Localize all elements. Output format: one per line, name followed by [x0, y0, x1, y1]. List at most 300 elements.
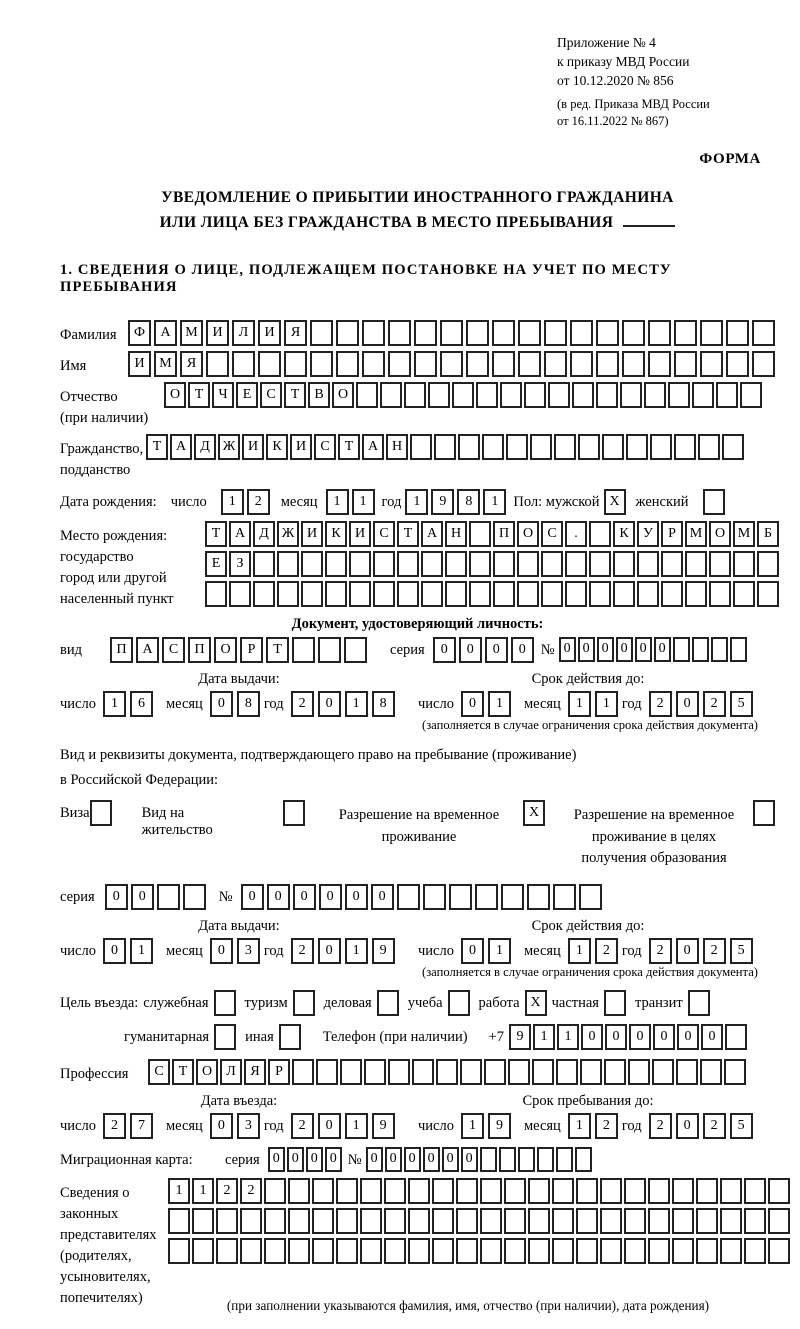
- char-cell[interactable]: [356, 382, 378, 408]
- char-cell[interactable]: [668, 382, 690, 408]
- char-cell[interactable]: [408, 1208, 430, 1234]
- char-cell[interactable]: [613, 551, 635, 577]
- char-cell[interactable]: 2: [247, 489, 270, 515]
- char-cell[interactable]: [336, 1178, 358, 1204]
- char-cell[interactable]: [722, 434, 744, 460]
- char-cell[interactable]: [661, 581, 683, 607]
- char-cell[interactable]: [674, 434, 696, 460]
- char-cell[interactable]: И: [128, 351, 151, 377]
- char-cell[interactable]: М: [685, 521, 707, 547]
- char-cell[interactable]: У: [637, 521, 659, 547]
- char-cell[interactable]: [456, 1208, 478, 1234]
- char-cell[interactable]: Д: [253, 521, 275, 547]
- char-cell[interactable]: [733, 581, 755, 607]
- char-cell[interactable]: Р: [661, 521, 683, 547]
- char-cell[interactable]: [644, 382, 666, 408]
- char-cell[interactable]: [445, 551, 467, 577]
- char-cell[interactable]: [469, 521, 491, 547]
- char-cell[interactable]: [518, 320, 541, 346]
- char-cell[interactable]: [414, 320, 437, 346]
- char-cell[interactable]: 0: [366, 1147, 383, 1172]
- char-cell[interactable]: [397, 884, 420, 910]
- char-cell[interactable]: [168, 1208, 190, 1234]
- char-cell[interactable]: 2: [649, 1113, 672, 1139]
- char-cell[interactable]: 5: [730, 938, 753, 964]
- char-cell[interactable]: К: [325, 521, 347, 547]
- char-cell[interactable]: [301, 581, 323, 607]
- char-cell[interactable]: 1: [557, 1024, 579, 1050]
- char-cell[interactable]: [466, 351, 489, 377]
- char-cell[interactable]: Т: [205, 521, 227, 547]
- char-cell[interactable]: 2: [240, 1178, 262, 1204]
- char-cell[interactable]: [432, 1208, 454, 1234]
- char-cell[interactable]: И: [258, 320, 281, 346]
- char-cell[interactable]: 2: [291, 691, 314, 717]
- char-cell[interactable]: [570, 351, 593, 377]
- char-cell[interactable]: И: [349, 521, 371, 547]
- char-cell[interactable]: [622, 320, 645, 346]
- char-cell[interactable]: [548, 382, 570, 408]
- char-cell[interactable]: [544, 320, 567, 346]
- char-cell[interactable]: 0: [371, 884, 394, 910]
- char-cell[interactable]: [672, 1208, 694, 1234]
- char-cell[interactable]: [518, 1147, 535, 1172]
- char-cell[interactable]: 0: [318, 938, 341, 964]
- char-cell[interactable]: [552, 1178, 574, 1204]
- char-cell[interactable]: [572, 382, 594, 408]
- char-cell[interactable]: [445, 581, 467, 607]
- char-cell[interactable]: 0: [461, 691, 484, 717]
- char-cell[interactable]: С: [260, 382, 282, 408]
- char-cell[interactable]: Р: [268, 1059, 290, 1085]
- char-cell[interactable]: [240, 1208, 262, 1234]
- char-cell[interactable]: [624, 1238, 646, 1264]
- char-cell[interactable]: [253, 551, 275, 577]
- char-cell[interactable]: [724, 1059, 746, 1085]
- char-cell[interactable]: [527, 884, 550, 910]
- char-cell[interactable]: Я: [284, 320, 307, 346]
- char-cell[interactable]: М: [154, 351, 177, 377]
- char-cell[interactable]: [544, 351, 567, 377]
- char-cell[interactable]: [404, 382, 426, 408]
- char-cell[interactable]: 0: [629, 1024, 651, 1050]
- char-cell[interactable]: [432, 1178, 454, 1204]
- char-cell[interactable]: 1: [568, 938, 591, 964]
- char-cell[interactable]: О: [164, 382, 186, 408]
- char-cell[interactable]: [449, 884, 472, 910]
- char-cell[interactable]: [482, 434, 504, 460]
- char-cell[interactable]: 0: [267, 884, 290, 910]
- char-cell[interactable]: 6: [130, 691, 153, 717]
- char-cell[interactable]: [504, 1178, 526, 1204]
- char-cell[interactable]: 0: [318, 691, 341, 717]
- char-cell[interactable]: [288, 1238, 310, 1264]
- char-cell[interactable]: [277, 581, 299, 607]
- char-cell[interactable]: П: [188, 637, 211, 663]
- char-cell[interactable]: [661, 551, 683, 577]
- char-cell[interactable]: О: [709, 521, 731, 547]
- char-cell[interactable]: Ж: [218, 434, 240, 460]
- char-cell[interactable]: 2: [291, 1113, 314, 1139]
- char-cell[interactable]: [624, 1208, 646, 1234]
- char-cell[interactable]: [622, 351, 645, 377]
- char-cell[interactable]: [264, 1238, 286, 1264]
- char-cell[interactable]: 3: [237, 1113, 260, 1139]
- char-cell[interactable]: [264, 1208, 286, 1234]
- char-cell[interactable]: 0: [635, 637, 652, 662]
- char-cell[interactable]: [637, 551, 659, 577]
- char-cell[interactable]: 0: [605, 1024, 627, 1050]
- char-cell[interactable]: [524, 382, 546, 408]
- char-cell[interactable]: [388, 320, 411, 346]
- char-cell[interactable]: [436, 1059, 458, 1085]
- char-cell[interactable]: [492, 320, 515, 346]
- char-cell[interactable]: 9: [509, 1024, 531, 1050]
- checkbox-humanitarian[interactable]: [214, 1024, 236, 1050]
- char-cell[interactable]: [676, 1059, 698, 1085]
- char-cell[interactable]: [570, 320, 593, 346]
- char-cell[interactable]: 9: [431, 489, 454, 515]
- char-cell[interactable]: О: [214, 637, 237, 663]
- char-cell[interactable]: 1: [533, 1024, 555, 1050]
- checkbox-official[interactable]: [214, 990, 236, 1016]
- char-cell[interactable]: П: [110, 637, 133, 663]
- char-cell[interactable]: [648, 1178, 670, 1204]
- char-cell[interactable]: Т: [172, 1059, 194, 1085]
- char-cell[interactable]: 9: [488, 1113, 511, 1139]
- char-cell[interactable]: [709, 581, 731, 607]
- char-cell[interactable]: [696, 1238, 718, 1264]
- char-cell[interactable]: 0: [325, 1147, 342, 1172]
- char-cell[interactable]: С: [148, 1059, 170, 1085]
- checkbox-temp-permit[interactable]: X: [523, 800, 545, 826]
- char-cell[interactable]: [720, 1178, 742, 1204]
- char-cell[interactable]: [456, 1238, 478, 1264]
- char-cell[interactable]: [589, 521, 611, 547]
- char-cell[interactable]: [692, 382, 714, 408]
- char-cell[interactable]: 0: [461, 938, 484, 964]
- char-cell[interactable]: [349, 581, 371, 607]
- char-cell[interactable]: [768, 1208, 790, 1234]
- char-cell[interactable]: 0: [616, 637, 633, 662]
- char-cell[interactable]: [565, 581, 587, 607]
- char-cell[interactable]: 2: [703, 691, 726, 717]
- char-cell[interactable]: [384, 1238, 406, 1264]
- char-cell[interactable]: А: [154, 320, 177, 346]
- char-cell[interactable]: А: [229, 521, 251, 547]
- char-cell[interactable]: 5: [730, 691, 753, 717]
- char-cell[interactable]: Ф: [128, 320, 151, 346]
- char-cell[interactable]: [674, 320, 697, 346]
- char-cell[interactable]: [602, 434, 624, 460]
- char-cell[interactable]: С: [541, 521, 563, 547]
- char-cell[interactable]: [253, 581, 275, 607]
- char-cell[interactable]: 2: [703, 1113, 726, 1139]
- char-cell[interactable]: [716, 382, 738, 408]
- char-cell[interactable]: [757, 551, 779, 577]
- char-cell[interactable]: 0: [423, 1147, 440, 1172]
- char-cell[interactable]: 0: [442, 1147, 459, 1172]
- char-cell[interactable]: [537, 1147, 554, 1172]
- char-cell[interactable]: 0: [268, 1147, 285, 1172]
- char-cell[interactable]: 1: [168, 1178, 190, 1204]
- char-cell[interactable]: [504, 1208, 526, 1234]
- char-cell[interactable]: 8: [457, 489, 480, 515]
- char-cell[interactable]: Л: [232, 320, 255, 346]
- char-cell[interactable]: [552, 1238, 574, 1264]
- char-cell[interactable]: Ч: [212, 382, 234, 408]
- char-cell[interactable]: [556, 1059, 578, 1085]
- char-cell[interactable]: 2: [291, 938, 314, 964]
- char-cell[interactable]: [637, 581, 659, 607]
- char-cell[interactable]: Ж: [277, 521, 299, 547]
- char-cell[interactable]: Н: [386, 434, 408, 460]
- char-cell[interactable]: [613, 581, 635, 607]
- char-cell[interactable]: [518, 351, 541, 377]
- char-cell[interactable]: 2: [649, 938, 672, 964]
- char-cell[interactable]: [380, 382, 402, 408]
- char-cell[interactable]: [336, 1238, 358, 1264]
- char-cell[interactable]: [456, 1178, 478, 1204]
- char-cell[interactable]: 1: [192, 1178, 214, 1204]
- char-cell[interactable]: Я: [180, 351, 203, 377]
- char-cell[interactable]: Д: [194, 434, 216, 460]
- char-cell[interactable]: [480, 1147, 497, 1172]
- char-cell[interactable]: [480, 1238, 502, 1264]
- char-cell[interactable]: 0: [677, 1024, 699, 1050]
- char-cell[interactable]: 1: [352, 489, 375, 515]
- char-cell[interactable]: [685, 581, 707, 607]
- char-cell[interactable]: [229, 581, 251, 607]
- char-cell[interactable]: [362, 351, 385, 377]
- char-cell[interactable]: [458, 434, 480, 460]
- checkbox-edu-permit[interactable]: [753, 800, 775, 826]
- char-cell[interactable]: С: [314, 434, 336, 460]
- char-cell[interactable]: Т: [397, 521, 419, 547]
- checkbox-residence-permit[interactable]: [283, 800, 305, 826]
- char-cell[interactable]: 2: [216, 1178, 238, 1204]
- char-cell[interactable]: [600, 1178, 622, 1204]
- char-cell[interactable]: [183, 884, 206, 910]
- char-cell[interactable]: [469, 551, 491, 577]
- char-cell[interactable]: [325, 551, 347, 577]
- char-cell[interactable]: 0: [511, 637, 534, 663]
- char-cell[interactable]: О: [332, 382, 354, 408]
- char-cell[interactable]: Е: [205, 551, 227, 577]
- char-cell[interactable]: [541, 581, 563, 607]
- char-cell[interactable]: [553, 884, 576, 910]
- char-cell[interactable]: [648, 1238, 670, 1264]
- char-cell[interactable]: К: [613, 521, 635, 547]
- char-cell[interactable]: С: [373, 521, 395, 547]
- char-cell[interactable]: 0: [459, 637, 482, 663]
- char-cell[interactable]: [206, 351, 229, 377]
- char-cell[interactable]: [318, 637, 341, 663]
- char-cell[interactable]: 0: [103, 938, 126, 964]
- char-cell[interactable]: 1: [405, 489, 428, 515]
- checkbox-business[interactable]: [377, 990, 399, 1016]
- char-cell[interactable]: [475, 884, 498, 910]
- char-cell[interactable]: 7: [130, 1113, 153, 1139]
- char-cell[interactable]: [565, 551, 587, 577]
- char-cell[interactable]: [517, 581, 539, 607]
- char-cell[interactable]: З: [229, 551, 251, 577]
- char-cell[interactable]: Т: [146, 434, 168, 460]
- char-cell[interactable]: [440, 351, 463, 377]
- char-cell[interactable]: [589, 551, 611, 577]
- char-cell[interactable]: [476, 382, 498, 408]
- char-cell[interactable]: Б: [757, 521, 779, 547]
- char-cell[interactable]: [589, 581, 611, 607]
- char-cell[interactable]: [696, 1178, 718, 1204]
- char-cell[interactable]: [744, 1238, 766, 1264]
- char-cell[interactable]: [493, 551, 515, 577]
- checkbox-private[interactable]: [604, 990, 626, 1016]
- char-cell[interactable]: [432, 1238, 454, 1264]
- char-cell[interactable]: Т: [266, 637, 289, 663]
- char-cell[interactable]: [408, 1238, 430, 1264]
- char-cell[interactable]: [673, 637, 690, 662]
- char-cell[interactable]: П: [493, 521, 515, 547]
- char-cell[interactable]: 2: [703, 938, 726, 964]
- char-cell[interactable]: [493, 581, 515, 607]
- char-cell[interactable]: 1: [221, 489, 244, 515]
- char-cell[interactable]: 1: [488, 938, 511, 964]
- char-cell[interactable]: 0: [559, 637, 576, 662]
- char-cell[interactable]: [301, 551, 323, 577]
- char-cell[interactable]: [726, 320, 749, 346]
- char-cell[interactable]: 0: [306, 1147, 323, 1172]
- char-cell[interactable]: Т: [284, 382, 306, 408]
- char-cell[interactable]: [600, 1238, 622, 1264]
- char-cell[interactable]: 0: [210, 938, 233, 964]
- char-cell[interactable]: К: [266, 434, 288, 460]
- char-cell[interactable]: [596, 320, 619, 346]
- char-cell[interactable]: [508, 1059, 530, 1085]
- char-cell[interactable]: [692, 637, 709, 662]
- char-cell[interactable]: [492, 351, 515, 377]
- char-cell[interactable]: [720, 1208, 742, 1234]
- char-cell[interactable]: [388, 351, 411, 377]
- char-cell[interactable]: [414, 351, 437, 377]
- char-cell[interactable]: [752, 320, 775, 346]
- char-cell[interactable]: [373, 551, 395, 577]
- char-cell[interactable]: [576, 1208, 598, 1234]
- char-cell[interactable]: [440, 320, 463, 346]
- char-cell[interactable]: [744, 1208, 766, 1234]
- char-cell[interactable]: [499, 1147, 516, 1172]
- char-cell[interactable]: 1: [326, 489, 349, 515]
- char-cell[interactable]: [685, 551, 707, 577]
- char-cell[interactable]: [421, 551, 443, 577]
- char-cell[interactable]: [312, 1178, 334, 1204]
- char-cell[interactable]: [626, 434, 648, 460]
- char-cell[interactable]: [752, 351, 775, 377]
- char-cell[interactable]: [312, 1238, 334, 1264]
- char-cell[interactable]: [452, 382, 474, 408]
- char-cell[interactable]: 0: [210, 1113, 233, 1139]
- char-cell[interactable]: 1: [488, 691, 511, 717]
- char-cell[interactable]: [648, 320, 671, 346]
- checkbox-visa[interactable]: [90, 800, 112, 826]
- char-cell[interactable]: [360, 1178, 382, 1204]
- char-cell[interactable]: [364, 1059, 386, 1085]
- char-cell[interactable]: [596, 382, 618, 408]
- char-cell[interactable]: [336, 320, 359, 346]
- char-cell[interactable]: 5: [730, 1113, 753, 1139]
- char-cell[interactable]: [469, 581, 491, 607]
- char-cell[interactable]: [674, 351, 697, 377]
- char-cell[interactable]: 1: [345, 1113, 368, 1139]
- char-cell[interactable]: [264, 1178, 286, 1204]
- char-cell[interactable]: 8: [237, 691, 260, 717]
- title-blank-line[interactable]: [623, 223, 675, 227]
- char-cell[interactable]: 0: [597, 637, 614, 662]
- char-cell[interactable]: [596, 351, 619, 377]
- char-cell[interactable]: [744, 1178, 766, 1204]
- char-cell[interactable]: [192, 1208, 214, 1234]
- char-cell[interactable]: [205, 581, 227, 607]
- char-cell[interactable]: [388, 1059, 410, 1085]
- char-cell[interactable]: 1: [461, 1113, 484, 1139]
- char-cell[interactable]: [506, 434, 528, 460]
- char-cell[interactable]: [484, 1059, 506, 1085]
- char-cell[interactable]: 0: [131, 884, 154, 910]
- char-cell[interactable]: [740, 382, 762, 408]
- char-cell[interactable]: Т: [338, 434, 360, 460]
- char-cell[interactable]: [757, 581, 779, 607]
- char-cell[interactable]: 2: [595, 938, 618, 964]
- char-cell[interactable]: С: [162, 637, 185, 663]
- char-cell[interactable]: И: [242, 434, 264, 460]
- char-cell[interactable]: [628, 1059, 650, 1085]
- char-cell[interactable]: [288, 1178, 310, 1204]
- char-cell[interactable]: [530, 434, 552, 460]
- char-cell[interactable]: [412, 1059, 434, 1085]
- char-cell[interactable]: И: [290, 434, 312, 460]
- char-cell[interactable]: 0: [581, 1024, 603, 1050]
- char-cell[interactable]: [711, 637, 728, 662]
- char-cell[interactable]: [349, 551, 371, 577]
- char-cell[interactable]: [554, 434, 576, 460]
- char-cell[interactable]: О: [517, 521, 539, 547]
- char-cell[interactable]: Л: [220, 1059, 242, 1085]
- char-cell[interactable]: [397, 551, 419, 577]
- char-cell[interactable]: [768, 1238, 790, 1264]
- char-cell[interactable]: 1: [130, 938, 153, 964]
- char-cell[interactable]: 0: [345, 884, 368, 910]
- char-cell[interactable]: А: [421, 521, 443, 547]
- char-cell[interactable]: [696, 1208, 718, 1234]
- char-cell[interactable]: [292, 637, 315, 663]
- char-cell[interactable]: 1: [345, 691, 368, 717]
- char-cell[interactable]: 0: [578, 637, 595, 662]
- char-cell[interactable]: [344, 637, 367, 663]
- char-cell[interactable]: [528, 1238, 550, 1264]
- char-cell[interactable]: А: [136, 637, 159, 663]
- char-cell[interactable]: [292, 1059, 314, 1085]
- char-cell[interactable]: [768, 1178, 790, 1204]
- char-cell[interactable]: 2: [595, 1113, 618, 1139]
- char-cell[interactable]: И: [206, 320, 229, 346]
- char-cell[interactable]: М: [180, 320, 203, 346]
- char-cell[interactable]: 3: [237, 938, 260, 964]
- char-cell[interactable]: [284, 351, 307, 377]
- char-cell[interactable]: 0: [105, 884, 128, 910]
- char-cell[interactable]: 1: [345, 938, 368, 964]
- char-cell[interactable]: 0: [485, 637, 508, 663]
- char-cell[interactable]: [730, 637, 747, 662]
